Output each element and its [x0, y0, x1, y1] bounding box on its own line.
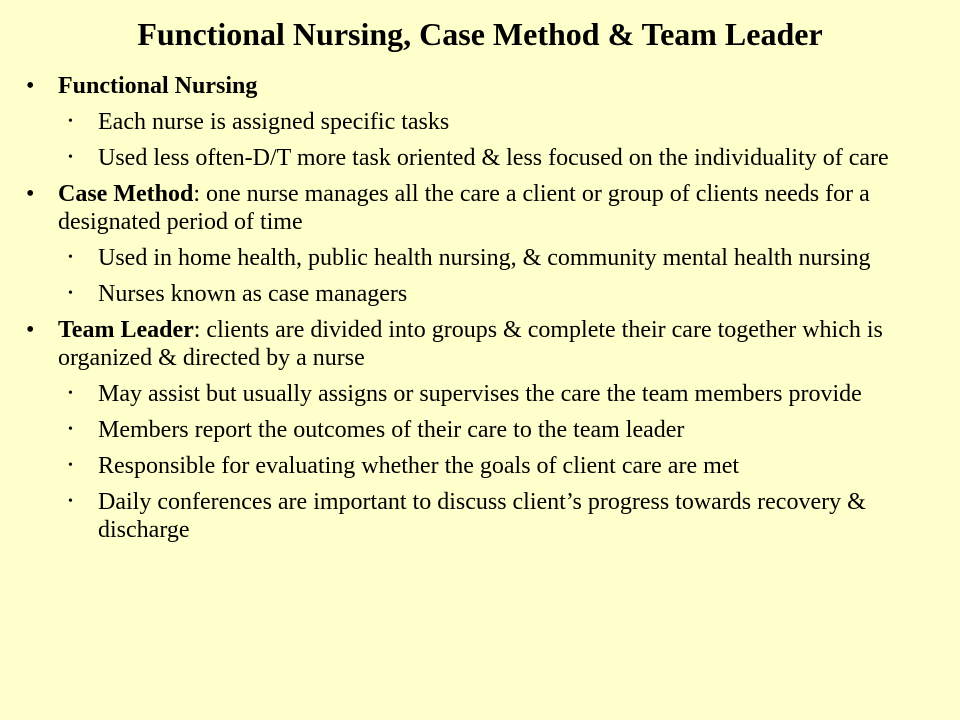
sub-item-text: May assist but usually assigns or supervises the care the team members provide: [98, 381, 862, 407]
item-text: : clients are divided into groups & complete their care together which is organized & directed by a nurse: [58, 317, 883, 371]
sub-list-item: [58, 488, 950, 544]
sub-list-item: [58, 380, 950, 408]
sub-list-item: [58, 452, 950, 480]
sub-bullet-icon: •: [68, 114, 73, 129]
sub-item-text: Members report the outcomes of their care to the team leader: [98, 417, 685, 443]
sub-item-text: Each nurse is assigned specific tasks: [98, 109, 450, 135]
sub-list-item: [58, 416, 950, 444]
sub-bullet-icon: •: [68, 286, 73, 301]
sub-bullet-icon: •: [68, 250, 73, 265]
sub-item-text: Nurses known as case managers: [98, 281, 408, 307]
sub-item-text: Daily conferences are important to discuss client’s progress towards recovery & discharge: [98, 489, 866, 543]
sub-list: [58, 108, 950, 172]
bullet-icon: •: [26, 181, 35, 207]
sub-list: [58, 380, 950, 544]
list-item-team-leader: [22, 316, 950, 544]
sub-list-item: [58, 108, 950, 136]
sub-item-text: Used less often-D/T more task oriented & less focused on the individuality of care: [98, 145, 889, 171]
sub-bullet-icon: •: [68, 386, 73, 401]
item-term: Case Method: [58, 181, 194, 207]
sub-list-item: [58, 144, 950, 172]
sub-bullet-icon: •: [68, 494, 73, 509]
sub-bullet-icon: •: [68, 458, 73, 473]
slide-title: Functional Nursing, Case Method & Team Leader: [137, 16, 823, 52]
sub-item-text: Used in home health, public health nursing, & community mental health nursing: [98, 245, 871, 271]
sub-bullet-icon: •: [68, 422, 73, 437]
bullet-list: [22, 72, 950, 552]
list-item-case-method: [22, 180, 950, 308]
bullet-icon: •: [26, 317, 35, 343]
sub-bullet-icon: •: [68, 150, 73, 165]
sub-list: [58, 244, 950, 308]
item-text: : one nurse manages all the care a client or group of clients needs for a designated period of time: [58, 181, 870, 235]
sub-list-item: [58, 244, 950, 272]
sub-list-item: [58, 280, 950, 308]
item-term: Team Leader: [58, 317, 194, 343]
bullet-icon: •: [26, 73, 35, 99]
item-term: Functional Nursing: [58, 73, 258, 99]
list-item-functional-nursing: [22, 72, 950, 172]
sub-item-text: Responsible for evaluating whether the goals of client care are met: [98, 453, 740, 479]
